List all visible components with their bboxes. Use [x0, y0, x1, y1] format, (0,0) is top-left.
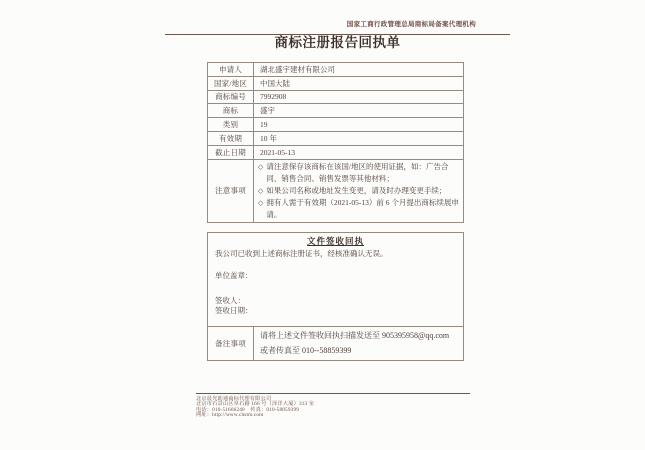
- row-value: 10 年: [260, 133, 277, 143]
- table-row-country: [208, 76, 463, 90]
- row-label: 商标: [208, 104, 254, 117]
- trademark-info-table: [207, 62, 464, 223]
- page-title: 商标注册报告回执单: [274, 35, 401, 50]
- note-item: [258, 185, 459, 197]
- row-label: 注意事项: [208, 160, 254, 222]
- company-stamp-label: 单位盖章：: [215, 271, 253, 280]
- agency-phone-fax: 电话：010-51666240 传真：010-58859399: [196, 406, 300, 413]
- row-label: 申请人: [208, 63, 254, 76]
- remarks-content: [254, 327, 463, 360]
- agency-company-name: 北京晨光助通商标代理有限公司: [196, 395, 272, 402]
- notes-content: [254, 160, 463, 222]
- row-label: 商标编号: [208, 91, 254, 104]
- row-label: 截止日期: [208, 146, 254, 159]
- row-value: 7992908: [260, 92, 287, 102]
- row-value: 2021-05-13: [260, 147, 295, 157]
- note-text: 拥有人需于有效期（2021-05-13）前 6 个月提出商标续展申请。: [266, 197, 459, 219]
- row-value: 盛宇: [260, 106, 275, 116]
- signer-label: 签收人：: [215, 296, 245, 305]
- note-item: [258, 161, 459, 185]
- row-label: 备注事项: [208, 327, 254, 360]
- table-row-remarks: [208, 326, 463, 360]
- header-rule: [165, 13, 510, 35]
- agency-website: 网址：http://www.chstm.com: [196, 412, 264, 419]
- row-label: 国家/地区: [208, 77, 254, 90]
- sign-date-label: 签收日期：: [215, 306, 253, 315]
- agency-filing-note: 国家工商行政管理总局商标局备案代理机构: [346, 21, 476, 28]
- receipt-table: [207, 232, 464, 361]
- table-row-notes: [208, 159, 463, 222]
- table-row-trademark-name: [208, 103, 463, 117]
- remark-line: 请将上述文件签收回执扫描发送至 905395958@qq.com: [260, 331, 450, 340]
- note-text: 请注意保存该商标在该国/地区的使用证据，如：广告合同、销售合同、销售发票等其他材料；: [266, 161, 449, 183]
- table-row-applicant: [208, 63, 463, 76]
- agency-address: 北京市石景山区阜石路 166 号（泽洋大厦）313 室: [196, 401, 315, 408]
- row-label: 有效期: [208, 132, 254, 145]
- table-row-expiry-date: [208, 145, 463, 159]
- row-label: 类别: [208, 118, 254, 131]
- diamond-bullet-icon: ◇: [258, 198, 264, 207]
- note-text: 如果公司名称或地址发生变更，请及时办理变更手续；: [266, 185, 447, 195]
- agency-footer: [196, 393, 470, 419]
- row-value: 湖北盛宇建材有限公司: [260, 64, 335, 74]
- diamond-bullet-icon: ◇: [258, 186, 264, 195]
- note-item: [258, 197, 459, 221]
- receipt-statement: 我公司已收到上述商标注册证书，经核准确认无误。: [215, 249, 388, 258]
- table-row-trademark-number: [208, 90, 463, 104]
- table-row-validity: [208, 131, 463, 145]
- remark-line: 或者传真至 010--58859399: [260, 345, 352, 355]
- row-value: 19: [260, 120, 268, 130]
- receipt-content: [208, 233, 463, 326]
- table-row-class: [208, 117, 463, 131]
- receipt-section-title: 文件签收回执: [306, 236, 364, 246]
- row-value: 中国大陆: [260, 78, 290, 88]
- receipt-main-row: [208, 233, 463, 326]
- diamond-bullet-icon: ◇: [258, 162, 264, 171]
